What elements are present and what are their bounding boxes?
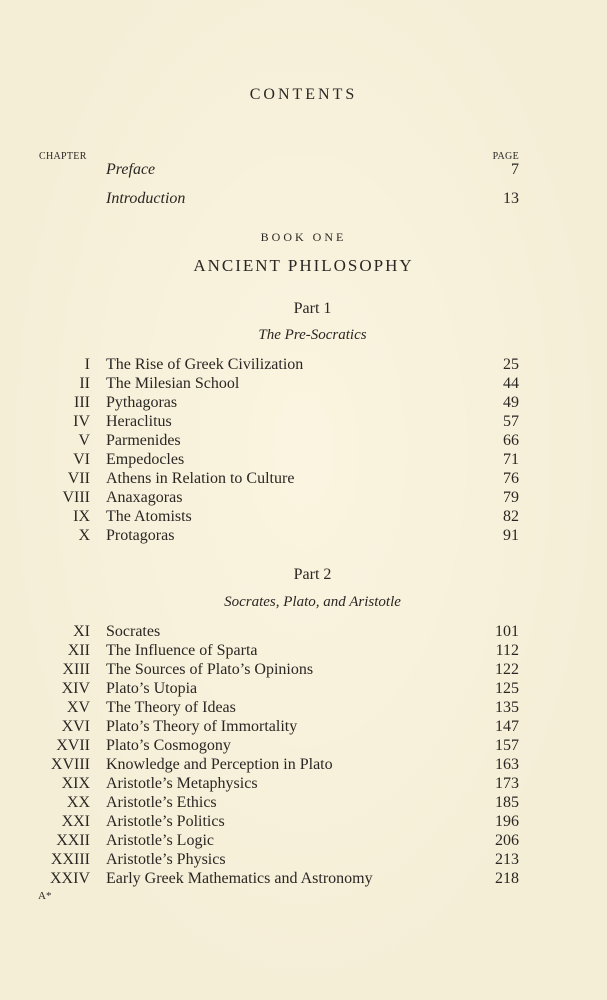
chapter-column-header: CHAPTER [39,151,87,162]
chapter-number: XXI [61,813,90,830]
entry-page: 213 [495,851,519,868]
entry-page: 91 [503,527,519,544]
entry-title: Aristotle’s Ethics [106,794,217,811]
toc-entry [0,450,607,470]
entry-page: 101 [495,623,519,640]
chapter-number: XVII [56,737,90,754]
entry-title: Parmenides [106,432,181,449]
toc-entry [0,793,607,813]
chapter-number: IV [73,413,90,430]
entry-page: 173 [495,775,519,792]
entry-page: 147 [495,718,519,735]
entry-page: 13 [503,190,519,207]
entry-page: 185 [495,794,519,811]
toc-entry [0,717,607,737]
entry-title: Preface [106,161,156,178]
entry-page: 71 [503,451,519,468]
chapter-number: III [74,394,90,411]
page-column-header: PAGE [492,151,519,162]
chapter-number: XXIV [50,870,90,887]
chapter-number: XI [73,623,90,640]
entry-page: 66 [503,432,519,449]
entry-page: 7 [511,161,519,178]
toc-entry [0,374,607,394]
toc-entry [0,412,607,432]
page-title: CONTENTS [249,86,358,103]
part-label: Part 1 [293,300,332,317]
chapter-number: I [84,356,90,373]
toc-entry [0,755,607,775]
entry-page: 218 [495,870,519,887]
toc-entry [0,469,607,489]
entry-title: The Atomists [106,508,192,525]
entry-title: Heraclitus [106,413,172,430]
chapter-number: XVIII [50,756,90,773]
entry-title: Plato’s Cosmogony [106,737,231,754]
book-label: BOOK ONE [260,230,347,244]
chapter-number: VI [73,451,90,468]
toc-entry [0,679,607,699]
entry-title: Anaxagoras [106,489,183,506]
entry-title: Empedocles [106,451,185,468]
toc-entry [0,812,607,832]
entry-page: 196 [495,813,519,830]
chapter-number: VII [67,470,90,487]
entry-page: 206 [495,832,519,849]
entry-title: Aristotle’s Politics [106,813,225,830]
entry-title: Aristotle’s Logic [106,832,214,849]
entry-page: 112 [495,642,519,659]
toc-entry [0,850,607,870]
chapter-number: XII [67,642,90,659]
entry-page: 57 [503,413,519,430]
toc-entry [0,698,607,718]
chapter-number: XIX [61,775,90,792]
chapter-number: XX [66,794,90,811]
signature-mark: A* [38,890,52,902]
part-subtitle: The Pre-Socratics [258,327,367,343]
toc-entry [0,869,607,889]
entry-page: 163 [495,756,519,773]
entry-title: The Influence of Sparta [106,642,258,659]
entry-title: The Rise of Greek Civilization [106,356,304,373]
toc-entry [0,736,607,756]
chapter-number: IX [73,508,90,525]
book-title: ANCIENT PHILOSOPHY [193,256,414,275]
entry-title: Introduction [106,190,186,207]
entry-title: Athens in Relation to Culture [106,470,295,487]
toc-entry [0,355,607,375]
toc-entry [0,641,607,661]
entry-page: 122 [495,661,519,678]
chapter-number: V [78,432,90,449]
entry-page: 125 [495,680,519,697]
chapter-number: XVI [61,718,90,735]
entry-page: 82 [503,508,519,525]
entry-page: 76 [503,470,519,487]
chapter-number: XIII [62,661,90,678]
toc-entry-introduction [0,189,607,209]
chapter-number: II [79,375,90,392]
toc-entry [0,660,607,680]
chapter-number: X [78,527,90,544]
entry-page: 25 [503,356,519,373]
entry-title: The Milesian School [106,375,240,392]
entry-title: Pythagoras [106,394,178,411]
chapter-number: VIII [62,489,90,506]
chapter-number: XV [66,699,90,716]
entry-page: 49 [503,394,519,411]
entry-title: Early Greek Mathematics and Astronomy [106,870,373,887]
toc-entry [0,622,607,642]
entry-page: 44 [503,375,519,392]
toc-entry [0,526,607,546]
toc-entry [0,431,607,451]
part-label: Part 2 [293,566,332,583]
chapter-number: XIV [61,680,90,697]
entry-title: Knowledge and Perception in Plato [106,756,333,773]
entry-title: The Theory of Ideas [106,699,236,716]
entry-title: The Sources of Plato’s Opinions [106,661,314,678]
entry-page: 157 [495,737,519,754]
toc-entry-preface [0,160,607,180]
entry-title: Socrates [106,623,161,640]
entry-title: Aristotle’s Physics [106,851,226,868]
entry-title: Aristotle’s Metaphysics [106,775,258,792]
toc-entry [0,507,607,527]
entry-page: 79 [503,489,519,506]
part-subtitle: Socrates, Plato, and Aristotle [224,594,401,610]
chapter-number: XXII [56,832,90,849]
entry-title: Plato’s Theory of Immortality [106,718,298,735]
toc-entry [0,831,607,851]
entry-title: Plato’s Utopia [106,680,198,697]
toc-entry [0,393,607,413]
entry-title: Protagoras [106,527,175,544]
entry-page: 135 [495,699,519,716]
toc-entry [0,774,607,794]
chapter-number: XXIII [50,851,90,868]
toc-entry [0,488,607,508]
